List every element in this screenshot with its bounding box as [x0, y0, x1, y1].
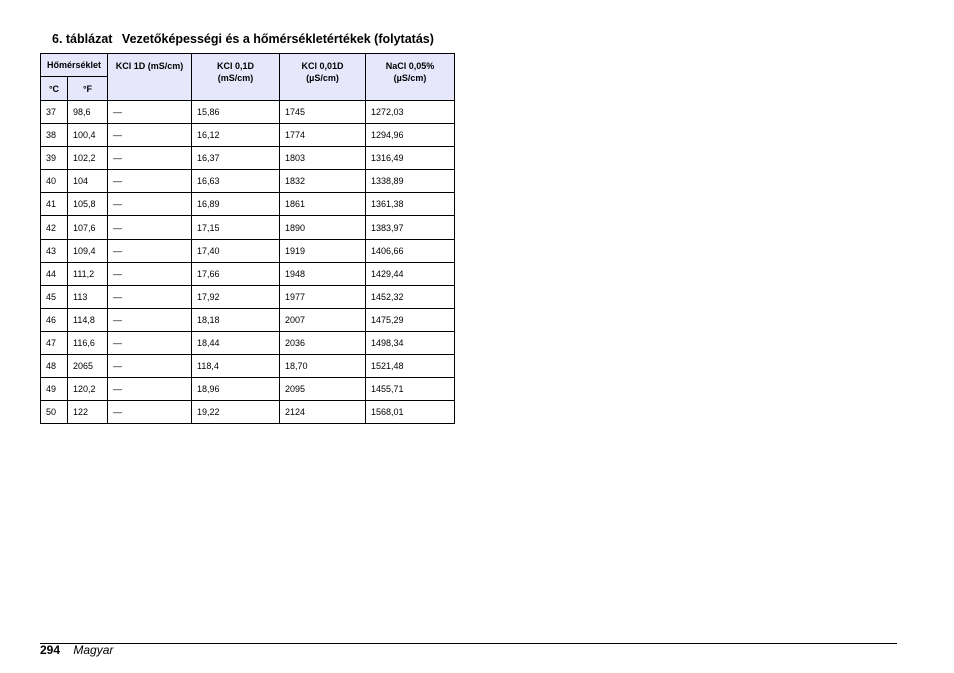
table-row	[41, 378, 455, 401]
cell-kcl-01d: 17,40	[192, 239, 280, 262]
cell-kcl-001d: 2095	[280, 378, 366, 401]
header-kcl-001d	[280, 54, 366, 101]
cell-kcl-01d: 118,4	[192, 355, 280, 378]
cell-fahrenheit: 122	[68, 401, 108, 424]
cell-kcl-1d: —	[108, 285, 192, 308]
header-kcl-01d	[192, 54, 280, 101]
cell-nacl: 1272,03	[366, 101, 455, 124]
cell-kcl-01d: 18,96	[192, 378, 280, 401]
cell-fahrenheit: 100,4	[68, 124, 108, 147]
cell-celsius: 38	[41, 124, 68, 147]
table-row	[41, 147, 455, 170]
cell-nacl: 1338,89	[366, 170, 455, 193]
header-row	[41, 54, 455, 77]
cell-kcl-001d: 1977	[280, 285, 366, 308]
cell-kcl-01d: 17,15	[192, 216, 280, 239]
cell-kcl-01d: 16,37	[192, 147, 280, 170]
cell-kcl-001d: 1890	[280, 216, 366, 239]
cell-nacl: 1316,49	[366, 147, 455, 170]
cell-kcl-001d: 1919	[280, 239, 366, 262]
cell-nacl: 1429,44	[366, 262, 455, 285]
cell-kcl-001d: 1948	[280, 262, 366, 285]
cell-kcl-1d: —	[108, 101, 192, 124]
cell-kcl-01d: 15,86	[192, 101, 280, 124]
header-kcl-001d-label: KCl 0,01D	[301, 61, 344, 71]
cell-kcl-1d: —	[108, 216, 192, 239]
cell-kcl-001d: 1861	[280, 193, 366, 216]
cell-celsius: 48	[41, 355, 68, 378]
cell-celsius: 45	[41, 285, 68, 308]
footer-language: Magyar	[73, 643, 114, 657]
page-footer	[40, 643, 113, 657]
cell-kcl-01d: 17,92	[192, 285, 280, 308]
cell-fahrenheit: 98,6	[68, 101, 108, 124]
cell-nacl: 1521,48	[366, 355, 455, 378]
cell-celsius: 43	[41, 239, 68, 262]
table-number: 6. táblázat	[52, 32, 113, 46]
header-celsius: °C	[41, 77, 68, 101]
cell-celsius: 46	[41, 308, 68, 331]
table-title: Vezetőképességi és a hőmérsékletértékek (folytatás)	[121, 32, 434, 46]
cell-kcl-01d: 16,12	[192, 124, 280, 147]
cell-kcl-01d: 18,18	[192, 308, 280, 331]
table-row	[41, 193, 455, 216]
cell-kcl-01d: 18,44	[192, 331, 280, 354]
cell-kcl-001d: 2124	[280, 401, 366, 424]
cell-fahrenheit: 111,2	[68, 262, 108, 285]
cell-nacl: 1498,34	[366, 331, 455, 354]
page-number: 294	[40, 643, 61, 657]
table-row	[41, 124, 455, 147]
cell-kcl-001d: 2036	[280, 331, 366, 354]
table-caption	[52, 32, 434, 46]
table-row	[41, 285, 455, 308]
cell-fahrenheit: 109,4	[68, 239, 108, 262]
cell-kcl-001d: 18,70	[280, 355, 366, 378]
cell-kcl-01d: 16,89	[192, 193, 280, 216]
cell-kcl-1d: —	[108, 193, 192, 216]
cell-kcl-001d: 1745	[280, 101, 366, 124]
header-kcl-01d-unit: (mS/cm)	[217, 73, 254, 83]
cell-fahrenheit: 102,2	[68, 147, 108, 170]
table-row	[41, 170, 455, 193]
cell-celsius: 50	[41, 401, 68, 424]
cell-nacl: 1568,01	[366, 401, 455, 424]
table-row	[41, 262, 455, 285]
cell-kcl-1d: —	[108, 124, 192, 147]
cell-fahrenheit: 113	[68, 285, 108, 308]
cell-celsius: 47	[41, 331, 68, 354]
cell-kcl-1d: —	[108, 331, 192, 354]
cell-nacl: 1361,38	[366, 193, 455, 216]
cell-nacl: 1475,29	[366, 308, 455, 331]
header-nacl-label: NaCl 0,05%	[385, 61, 435, 71]
cell-kcl-001d: 1832	[280, 170, 366, 193]
cell-celsius: 42	[41, 216, 68, 239]
cell-kcl-1d: —	[108, 239, 192, 262]
cell-kcl-001d: 2007	[280, 308, 366, 331]
table-row	[41, 401, 455, 424]
cell-celsius: 41	[41, 193, 68, 216]
header-nacl-unit: (µS/cm)	[393, 73, 427, 83]
cell-fahrenheit: 2065	[68, 355, 108, 378]
cell-kcl-1d: —	[108, 355, 192, 378]
cell-kcl-1d: —	[108, 401, 192, 424]
cell-celsius: 49	[41, 378, 68, 401]
table-row	[41, 216, 455, 239]
cell-fahrenheit: 105,8	[68, 193, 108, 216]
footer-divider	[40, 643, 897, 644]
cell-celsius: 37	[41, 101, 68, 124]
cell-kcl-01d: 19,22	[192, 401, 280, 424]
header-kcl-01d-label: KCl 0,1D	[216, 61, 254, 71]
cell-kcl-01d: 16,63	[192, 170, 280, 193]
header-kcl-001d-unit: (µS/cm)	[306, 73, 339, 83]
cell-fahrenheit: 116,6	[68, 331, 108, 354]
table-row	[41, 101, 455, 124]
header-fahrenheit: °F	[68, 77, 108, 101]
header-kcl-1d: KCl 1D (mS/cm)	[108, 54, 192, 101]
cell-celsius: 40	[41, 170, 68, 193]
conductivity-table	[40, 53, 455, 424]
cell-kcl-01d: 17,66	[192, 262, 280, 285]
cell-kcl-1d: —	[108, 262, 192, 285]
table-row	[41, 239, 455, 262]
cell-celsius: 44	[41, 262, 68, 285]
header-nacl	[366, 54, 455, 101]
header-temperature: Hőmérséklet	[41, 54, 108, 77]
cell-nacl: 1383,97	[366, 216, 455, 239]
cell-fahrenheit: 120,2	[68, 378, 108, 401]
cell-nacl: 1406,66	[366, 239, 455, 262]
cell-celsius: 39	[41, 147, 68, 170]
cell-fahrenheit: 107,6	[68, 216, 108, 239]
cell-nacl: 1455,71	[366, 378, 455, 401]
cell-nacl: 1294,96	[366, 124, 455, 147]
table-body	[41, 101, 455, 424]
table-row	[41, 331, 455, 354]
cell-nacl: 1452,32	[366, 285, 455, 308]
cell-fahrenheit: 114,8	[68, 308, 108, 331]
cell-kcl-1d: —	[108, 308, 192, 331]
cell-kcl-1d: —	[108, 170, 192, 193]
table-row	[41, 308, 455, 331]
cell-kcl-1d: —	[108, 147, 192, 170]
table-row	[41, 355, 455, 378]
cell-fahrenheit: 104	[68, 170, 108, 193]
cell-kcl-001d: 1774	[280, 124, 366, 147]
cell-kcl-1d: —	[108, 378, 192, 401]
cell-kcl-001d: 1803	[280, 147, 366, 170]
